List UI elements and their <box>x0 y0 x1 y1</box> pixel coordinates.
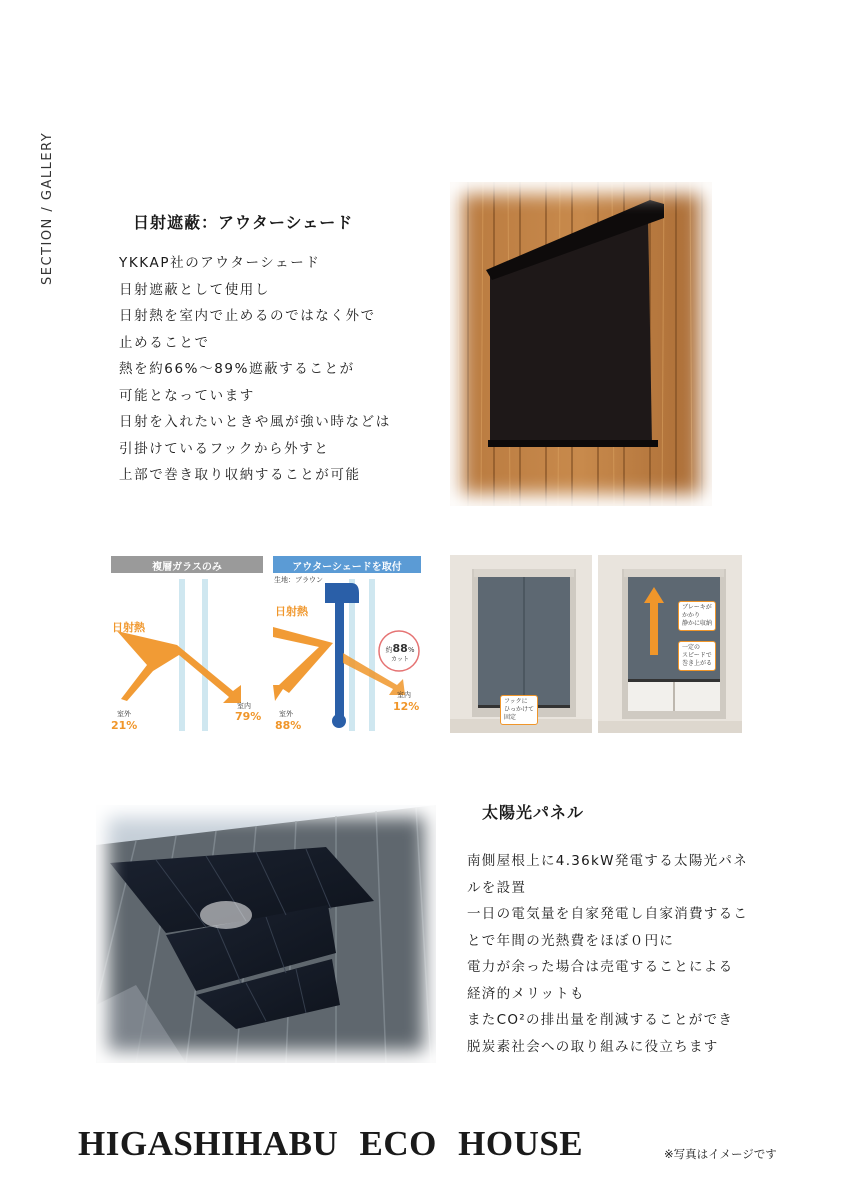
brake-callout-line: かかり <box>682 612 701 619</box>
solar-line: とで年間の光熱費をほぼ０円に <box>467 932 675 949</box>
section-label-text: SECTION / GALLERY <box>40 131 55 285</box>
footer-title: HIGASHIHABU ECO HOUSE <box>78 1124 584 1163</box>
solar-description <box>467 848 748 1060</box>
right-header: アウターシェードを取付 <box>292 562 402 573</box>
cut-prefix: 約 <box>385 646 393 654</box>
right-outdoor-value: 88% <box>275 719 302 732</box>
outer-shade-photo <box>450 182 712 506</box>
solar-line: 南側屋根上に4.36kW発電する太陽光パネ <box>467 853 749 869</box>
shade-line: 引掛けているフックから外すと <box>119 440 330 457</box>
speed-callout-line: 巻き上がる <box>682 660 713 667</box>
brake-callout-line: ブレーキが <box>682 604 712 611</box>
left-outdoor-label: 室外 <box>117 710 131 718</box>
shade-line: 日射遮蔽として使用し <box>119 281 270 298</box>
hook-callout-line: ひっかけて <box>504 706 535 713</box>
hook-callout <box>500 695 538 725</box>
shade-line: 上部で巻き取り収納することが可能 <box>119 467 361 483</box>
solar-panel-photo <box>96 805 436 1063</box>
cut-unit: % <box>407 646 415 654</box>
shade-line: 熱を約66%〜89%遮蔽することが <box>119 361 355 377</box>
solar-line: またCO²の排出量を削減することができ <box>467 1012 734 1028</box>
solar-line: 一日の電気量を自家発電し自家消費するこ <box>467 906 749 922</box>
section-label <box>38 122 56 287</box>
left-indoor-label: 室内 <box>237 702 251 710</box>
right-indoor-label: 室内 <box>397 691 411 699</box>
right-heat-label: 日射熱 <box>275 605 308 618</box>
shade-hooked-photo <box>450 555 592 733</box>
cut-label: カット <box>391 656 409 663</box>
shade-description <box>119 250 391 489</box>
footer-note: ※写真はイメージです <box>664 1147 777 1161</box>
hook-callout-line: 固定 <box>504 714 517 721</box>
brake-callout-line: 静かに収納 <box>682 620 713 627</box>
cut-value: 88 <box>392 642 408 655</box>
shade-line: 可能となっています <box>119 387 255 404</box>
cut-badge <box>381 639 419 663</box>
right-outdoor-label: 室外 <box>279 710 293 718</box>
solar-title: 太陽光パネル <box>482 803 585 822</box>
brake-callout <box>678 601 716 631</box>
speed-callout-line: 一定の <box>682 644 701 651</box>
solar-line: ルを設置 <box>467 879 527 896</box>
left-indoor-value: 79% <box>235 710 262 723</box>
heat-diagram <box>107 553 425 735</box>
speed-callout-line: スピードで <box>682 652 712 659</box>
solar-line: 電力が余った場合は売電することによる <box>467 959 734 975</box>
left-outdoor-value: 21% <box>111 719 138 732</box>
shade-title: 日射遮蔽：アウターシェード <box>133 213 354 232</box>
right-material: 生地：ブラウン <box>274 576 323 584</box>
left-header: 複層ガラスのみ <box>152 562 222 573</box>
solar-line: 経済的メリットも <box>467 985 585 1002</box>
shade-line: 止めることで <box>119 334 210 351</box>
right-indoor-value: 12% <box>393 700 420 713</box>
hook-callout-line: フックに <box>504 698 528 705</box>
shade-retract-photo <box>598 555 742 733</box>
solar-line: 脱炭素社会への取り組みに役立ちます <box>467 1038 719 1055</box>
speed-callout <box>678 641 716 671</box>
shade-line: 日射熱を室内で止めるのではなく外で <box>119 308 376 324</box>
shade-line: YKKAP社のアウターシェード <box>119 255 321 271</box>
left-heat-label: 日射熱 <box>112 621 145 634</box>
shade-line: 日射を入れたいときや風が強い時などは <box>119 414 391 430</box>
